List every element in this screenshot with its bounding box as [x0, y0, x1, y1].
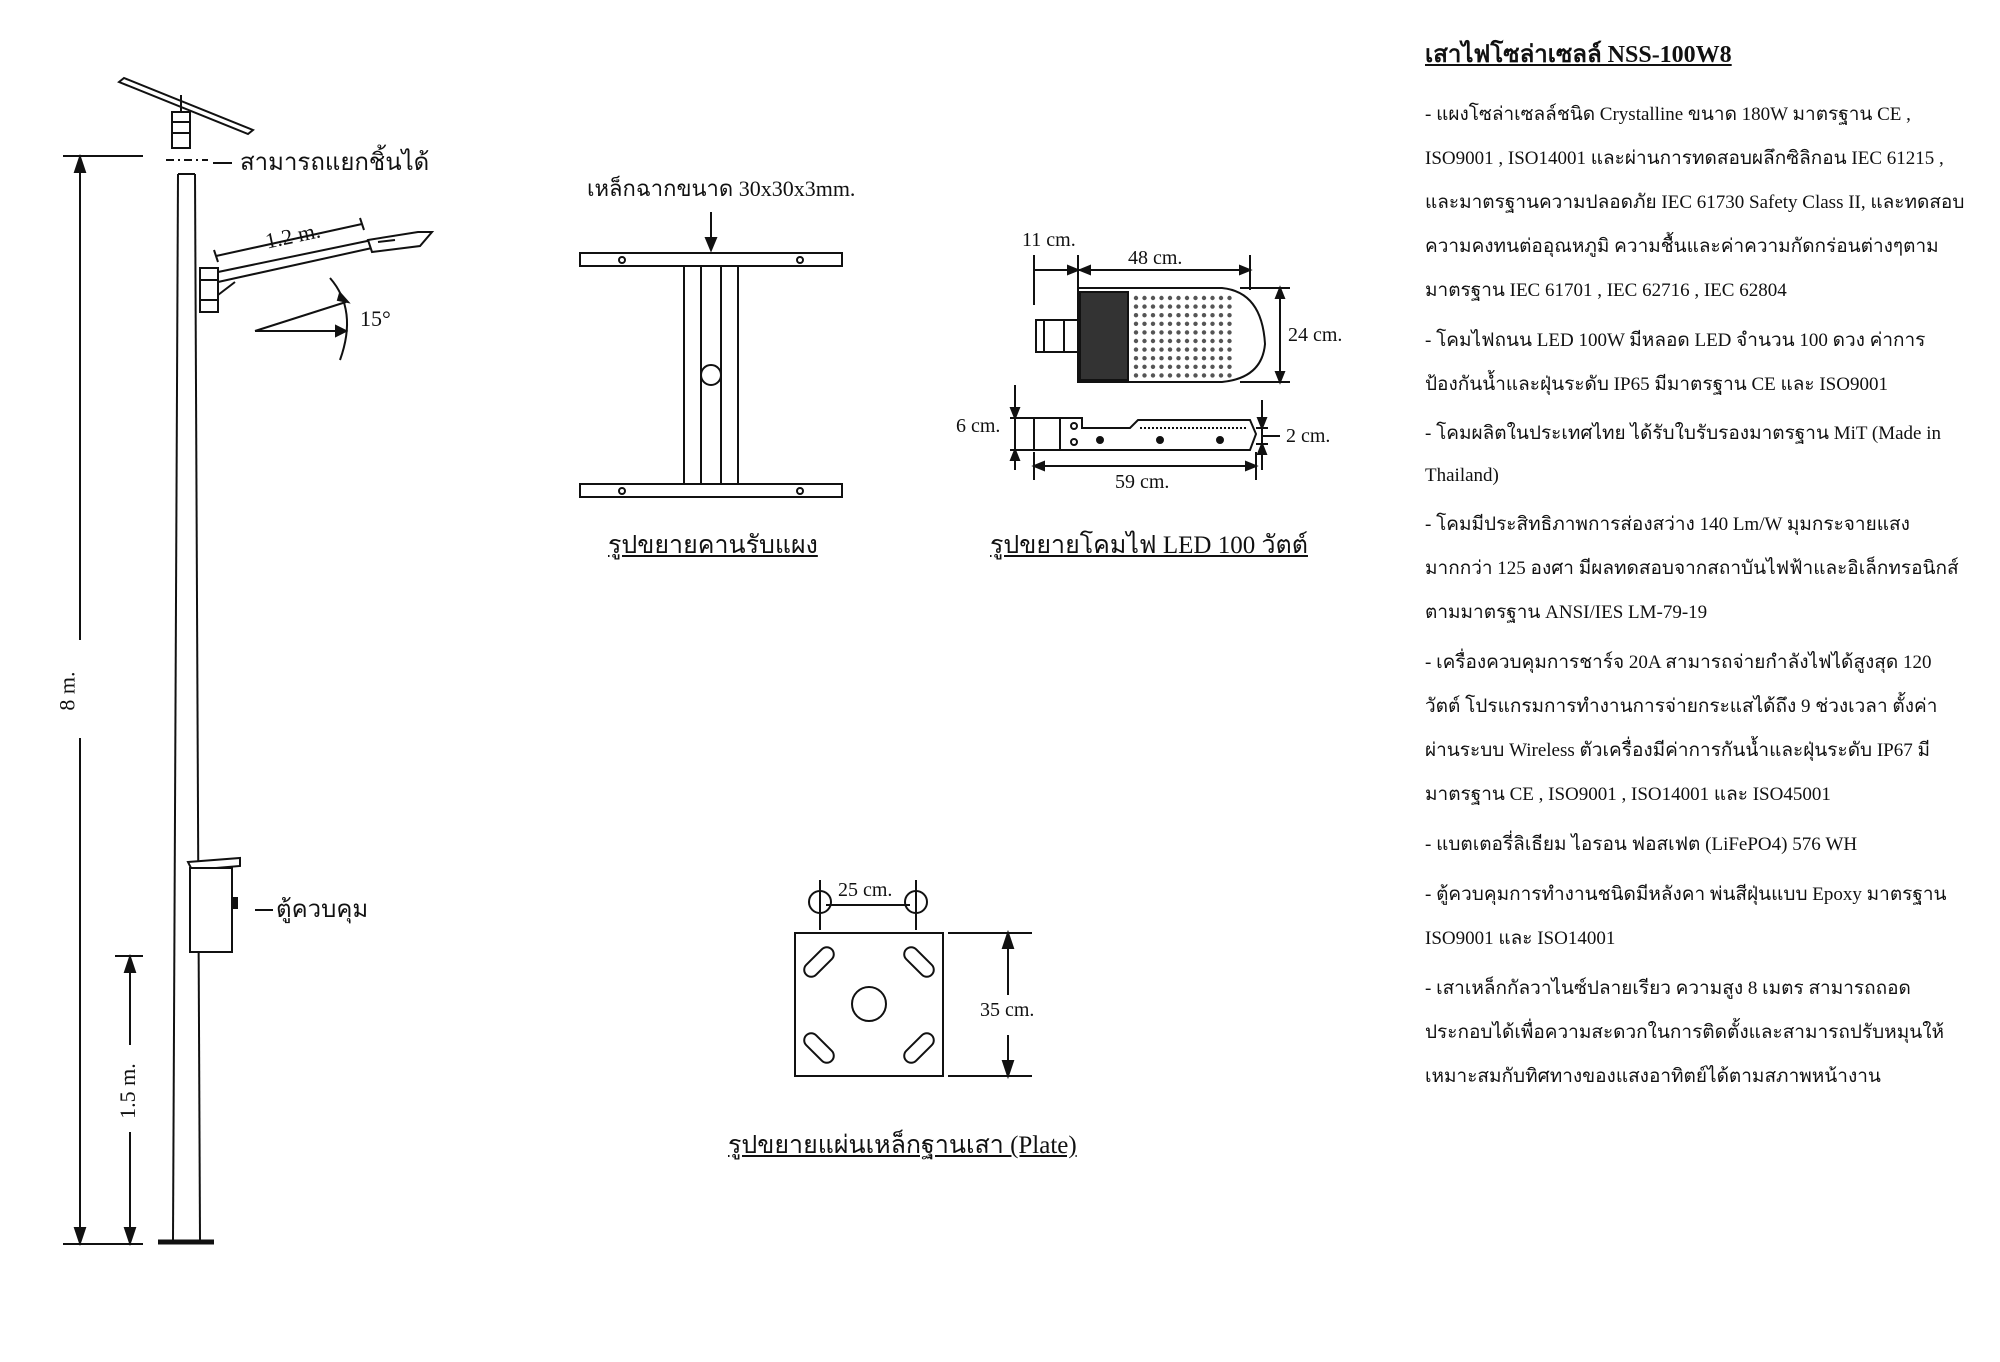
led-dot: [1176, 296, 1180, 300]
control-box: [188, 858, 240, 952]
led-dot: [1210, 373, 1214, 377]
led-dot: [1142, 347, 1146, 351]
led-dot: [1168, 322, 1172, 326]
led-dot: [1210, 347, 1214, 351]
led-dot: [1159, 365, 1163, 369]
arm-length-label: 1.2 m.: [262, 217, 323, 254]
led-dot: [1168, 356, 1172, 360]
led-dot: [1219, 339, 1223, 343]
spec-item-lamp: - โคมไฟถนน LED 100W มีหลอด LED จำนวน 100 ดวง ค่าการป้องกันน้ำและฝุ่นระดับ IP65 มีมาตรฐาน CE และ ISO9001: [1425, 330, 1926, 395]
led-dot: [1151, 365, 1155, 369]
led-dot: [1185, 373, 1189, 377]
tilt-arc: [330, 278, 347, 360]
plate-dim-holes: 25 cm.: [838, 879, 893, 901]
lamp-dim-length: 59 cm.: [1115, 471, 1170, 493]
led-dot: [1168, 304, 1172, 308]
led-dot: [1134, 373, 1138, 377]
led-dot: [1219, 296, 1223, 300]
led-dot: [1202, 322, 1206, 326]
led-dot: [1193, 304, 1197, 308]
height-total-label: 8 m.: [54, 671, 80, 711]
led-dot: [1176, 304, 1180, 308]
led-dot: [1219, 304, 1223, 308]
led-dot: [1210, 356, 1214, 360]
led-dot: [1202, 313, 1206, 317]
led-dot: [1168, 330, 1172, 334]
led-dot: [1193, 356, 1197, 360]
spec-item-efficiency: - โคมมีประสิทธิภาพการส่องสว่าง 140 Lm/W มุมกระจายแสงมากกว่า 125 องศา มีผลทดสอบจากสถาบันไฟฟ้าและอิเล็กทรอนิกส์ ตามมาตรฐาน ANSI/IES LM-79-19: [1425, 514, 1959, 623]
led-dot: [1176, 365, 1180, 369]
led-dot: [1142, 373, 1146, 377]
led-dot: [1219, 373, 1223, 377]
led-dot: [1176, 356, 1180, 360]
led-dot: [1219, 356, 1223, 360]
spec-item-controller: - เครื่องควบคุมการชาร์จ 20A สามารถจ่ายกำลังไฟได้สูงสุด 120 วัตต์ โปรแกรมการทำงานการจ่ายกระแสได้ถึง 9 ช่วงเวลา ตั้งค่าผ่านระบบ Wireless ตัวเครื่องมีค่าการกันน้ำและฝุ่นระดับ IP67 มีมาตรฐาน CE , ISO9001 , ISO14001 และ ISO45001: [1425, 652, 1938, 805]
height-box-label: 1.5 m.: [114, 1063, 140, 1119]
led-dot: [1202, 365, 1206, 369]
led-dot: [1134, 304, 1138, 308]
led-dot: [1202, 296, 1206, 300]
led-dot: [1193, 339, 1197, 343]
led-dot: [1219, 322, 1223, 326]
led-dot: [1219, 365, 1223, 369]
led-dot: [1168, 339, 1172, 343]
pole-shaft-left: [173, 174, 178, 1240]
led-dot: [1210, 296, 1214, 300]
led-dot: [1185, 347, 1189, 351]
arm-clamp: [200, 268, 218, 312]
led-dot: [1159, 356, 1163, 360]
led-dot: [1219, 347, 1223, 351]
led-dot: [1210, 313, 1214, 317]
led-dot: [1159, 313, 1163, 317]
led-dot: [1193, 330, 1197, 334]
led-dot: [1151, 313, 1155, 317]
led-dot: [1210, 339, 1214, 343]
led-dot: [1142, 356, 1146, 360]
led-dot: [1227, 330, 1231, 334]
spec-item-battery: - แบตเตอรี่ลิเธียม ไอรอน ฟอสเฟต (LiFePO4) 576 WH: [1425, 834, 1858, 855]
tilt-line: [255, 302, 346, 331]
led-dot: [1185, 356, 1189, 360]
led-dot: [1134, 296, 1138, 300]
lamp-dim-height: 24 cm.: [1288, 324, 1343, 346]
led-dot: [1227, 365, 1231, 369]
led-dot: [1185, 322, 1189, 326]
lamp-dim-offset: 11 cm.: [1022, 229, 1076, 251]
led-dot: [1227, 322, 1231, 326]
lamp-detail: [1010, 255, 1290, 480]
led-dot: [1159, 304, 1163, 308]
pole-shaft-right: [195, 174, 200, 1240]
led-dot: [1159, 322, 1163, 326]
bracket-caption: รูปขยายคานรับแผง: [608, 532, 818, 559]
led-dot: [1227, 304, 1231, 308]
led-dot: [1159, 339, 1163, 343]
plate-caption: รูปขยายแผ่นเหล็กฐานเสา (Plate): [728, 1132, 1077, 1159]
lamp-mount: [1036, 320, 1078, 352]
led-dot: [1142, 313, 1146, 317]
led-dot: [1193, 296, 1197, 300]
led-dot: [1142, 322, 1146, 326]
led-dot: [1151, 373, 1155, 377]
led-dot: [1151, 322, 1155, 326]
led-dot: [1168, 296, 1172, 300]
led-dot: [1185, 365, 1189, 369]
led-dot: [1134, 330, 1138, 334]
led-dot: [1219, 330, 1223, 334]
spec-item-panel: - แผงโซล่าเซลล์ชนิด Crystalline ขนาด 180W มาตรฐาน CE , ISO9001 , ISO14001 และผ่านการทดสอบผลึกซิลิกอน IEC 61215 , และมาตรฐานความปลอดภัย IEC 61730 Safety Class II, และทดสอบความคงทนต่ออุณหภูมิ ความชื้นและค่าความกัดกร่อนต่างๆตามมาตรฐาน IEC 61701 , IEC 62716 , IEC 62804: [1425, 104, 1965, 301]
spec-panel: [1425, 34, 1965, 1105]
spec-item-mit: - โคมผลิตในประเทศไทย ได้รับใบรับรองมาตรฐาน MiT (Made in Thailand): [1425, 423, 1941, 486]
led-dot: [1202, 330, 1206, 334]
led-dot: [1142, 304, 1146, 308]
led-dot: [1185, 330, 1189, 334]
spec-item-pole: - เสาเหล็กกัลวาไนซ์ปลายเรียว ความสูง 8 เมตร สามารถถอดประกอบได้เพื่อความสะดวกในการติดตั้งและสามารถปรับหมุนให้เหมาะสมกับทิศทางของแสงอาทิตย์ได้ตามสภาพหน้างาน: [1425, 978, 1945, 1087]
led-dot: [1168, 313, 1172, 317]
led-dot: [1185, 339, 1189, 343]
led-dot: [1210, 365, 1214, 369]
led-dot: [1227, 339, 1231, 343]
panel-mount: [172, 112, 190, 148]
led-dot: [1151, 304, 1155, 308]
led-dot: [1168, 347, 1172, 351]
led-dot: [1185, 313, 1189, 317]
led-dot: [1168, 365, 1172, 369]
led-dot: [1193, 373, 1197, 377]
led-dot: [1202, 373, 1206, 377]
led-dot: [1176, 313, 1180, 317]
led-dot: [1176, 339, 1180, 343]
led-dot: [1210, 322, 1214, 326]
led-dot: [1134, 322, 1138, 326]
lamp-side-view: [1034, 418, 1256, 450]
led-dot: [1227, 373, 1231, 377]
led-dot: [1227, 296, 1231, 300]
led-dot: [1142, 339, 1146, 343]
led-dot: [1159, 296, 1163, 300]
lamp-caption: รูปขยายโคมไฟ LED 100 วัตต์: [990, 532, 1308, 559]
bracket-note: เหล็กฉากขนาด 30x30x3mm.: [587, 176, 856, 201]
lamp-dim-width: 48 cm.: [1128, 247, 1183, 269]
plate-dim-side: 35 cm.: [980, 999, 1035, 1021]
led-dot: [1151, 296, 1155, 300]
control-box-label: ตู้ควบคุม: [276, 897, 369, 923]
led-dot: [1168, 373, 1172, 377]
led-dot: [1193, 322, 1197, 326]
plate-detail: [795, 880, 1035, 1076]
led-dot: [1176, 322, 1180, 326]
led-dot: [1210, 330, 1214, 334]
led-dot: [1159, 330, 1163, 334]
led-dot: [1202, 347, 1206, 351]
led-dot: [1142, 330, 1146, 334]
led-dot: [1202, 339, 1206, 343]
led-dot: [1227, 313, 1231, 317]
led-dot: [1176, 347, 1180, 351]
led-dot: [1210, 304, 1214, 308]
led-dot: [1151, 356, 1155, 360]
bracket-detail: [580, 212, 842, 497]
led-dot: [1159, 347, 1163, 351]
led-dot: [1134, 339, 1138, 343]
led-dot: [1159, 373, 1163, 377]
led-dot: [1134, 356, 1138, 360]
led-dot: [1193, 365, 1197, 369]
lamp-dim-thick-right: 2 cm.: [1286, 425, 1331, 447]
led-dot: [1219, 313, 1223, 317]
led-dot: [1151, 330, 1155, 334]
led-dot: [1185, 304, 1189, 308]
led-dot: [1151, 347, 1155, 351]
led-dot: [1134, 365, 1138, 369]
led-dot: [1151, 339, 1155, 343]
arm-lamp: [368, 232, 432, 252]
led-dot: [1134, 313, 1138, 317]
spec-item-cabinet: - ตู้ควบคุมการทำงานชนิดมีหลังคา พ่นสีฝุ่นแบบ Epoxy มาตรฐาน ISO9001 และ ISO14001: [1425, 884, 1947, 949]
led-dot: [1176, 373, 1180, 377]
led-dot: [1227, 347, 1231, 351]
led-dot: [1185, 296, 1189, 300]
tilt-angle-label: 15°: [360, 306, 391, 331]
led-dot: [1176, 330, 1180, 334]
led-dot: [1202, 304, 1206, 308]
led-dot: [1193, 347, 1197, 351]
led-dot: [1142, 365, 1146, 369]
bracket-post: [684, 266, 738, 484]
detachable-label: สามารถแยกชิ้นได้: [240, 150, 430, 176]
led-dot: [1142, 296, 1146, 300]
led-dot: [1202, 356, 1206, 360]
lamp-dim-thick-left: 6 cm.: [956, 415, 1001, 437]
led-dot: [1227, 356, 1231, 360]
led-dot: [1193, 313, 1197, 317]
led-dot: [1134, 347, 1138, 351]
spec-title: เสาไฟโซล่าเซลล์ NSS-100W8: [1425, 42, 1732, 68]
